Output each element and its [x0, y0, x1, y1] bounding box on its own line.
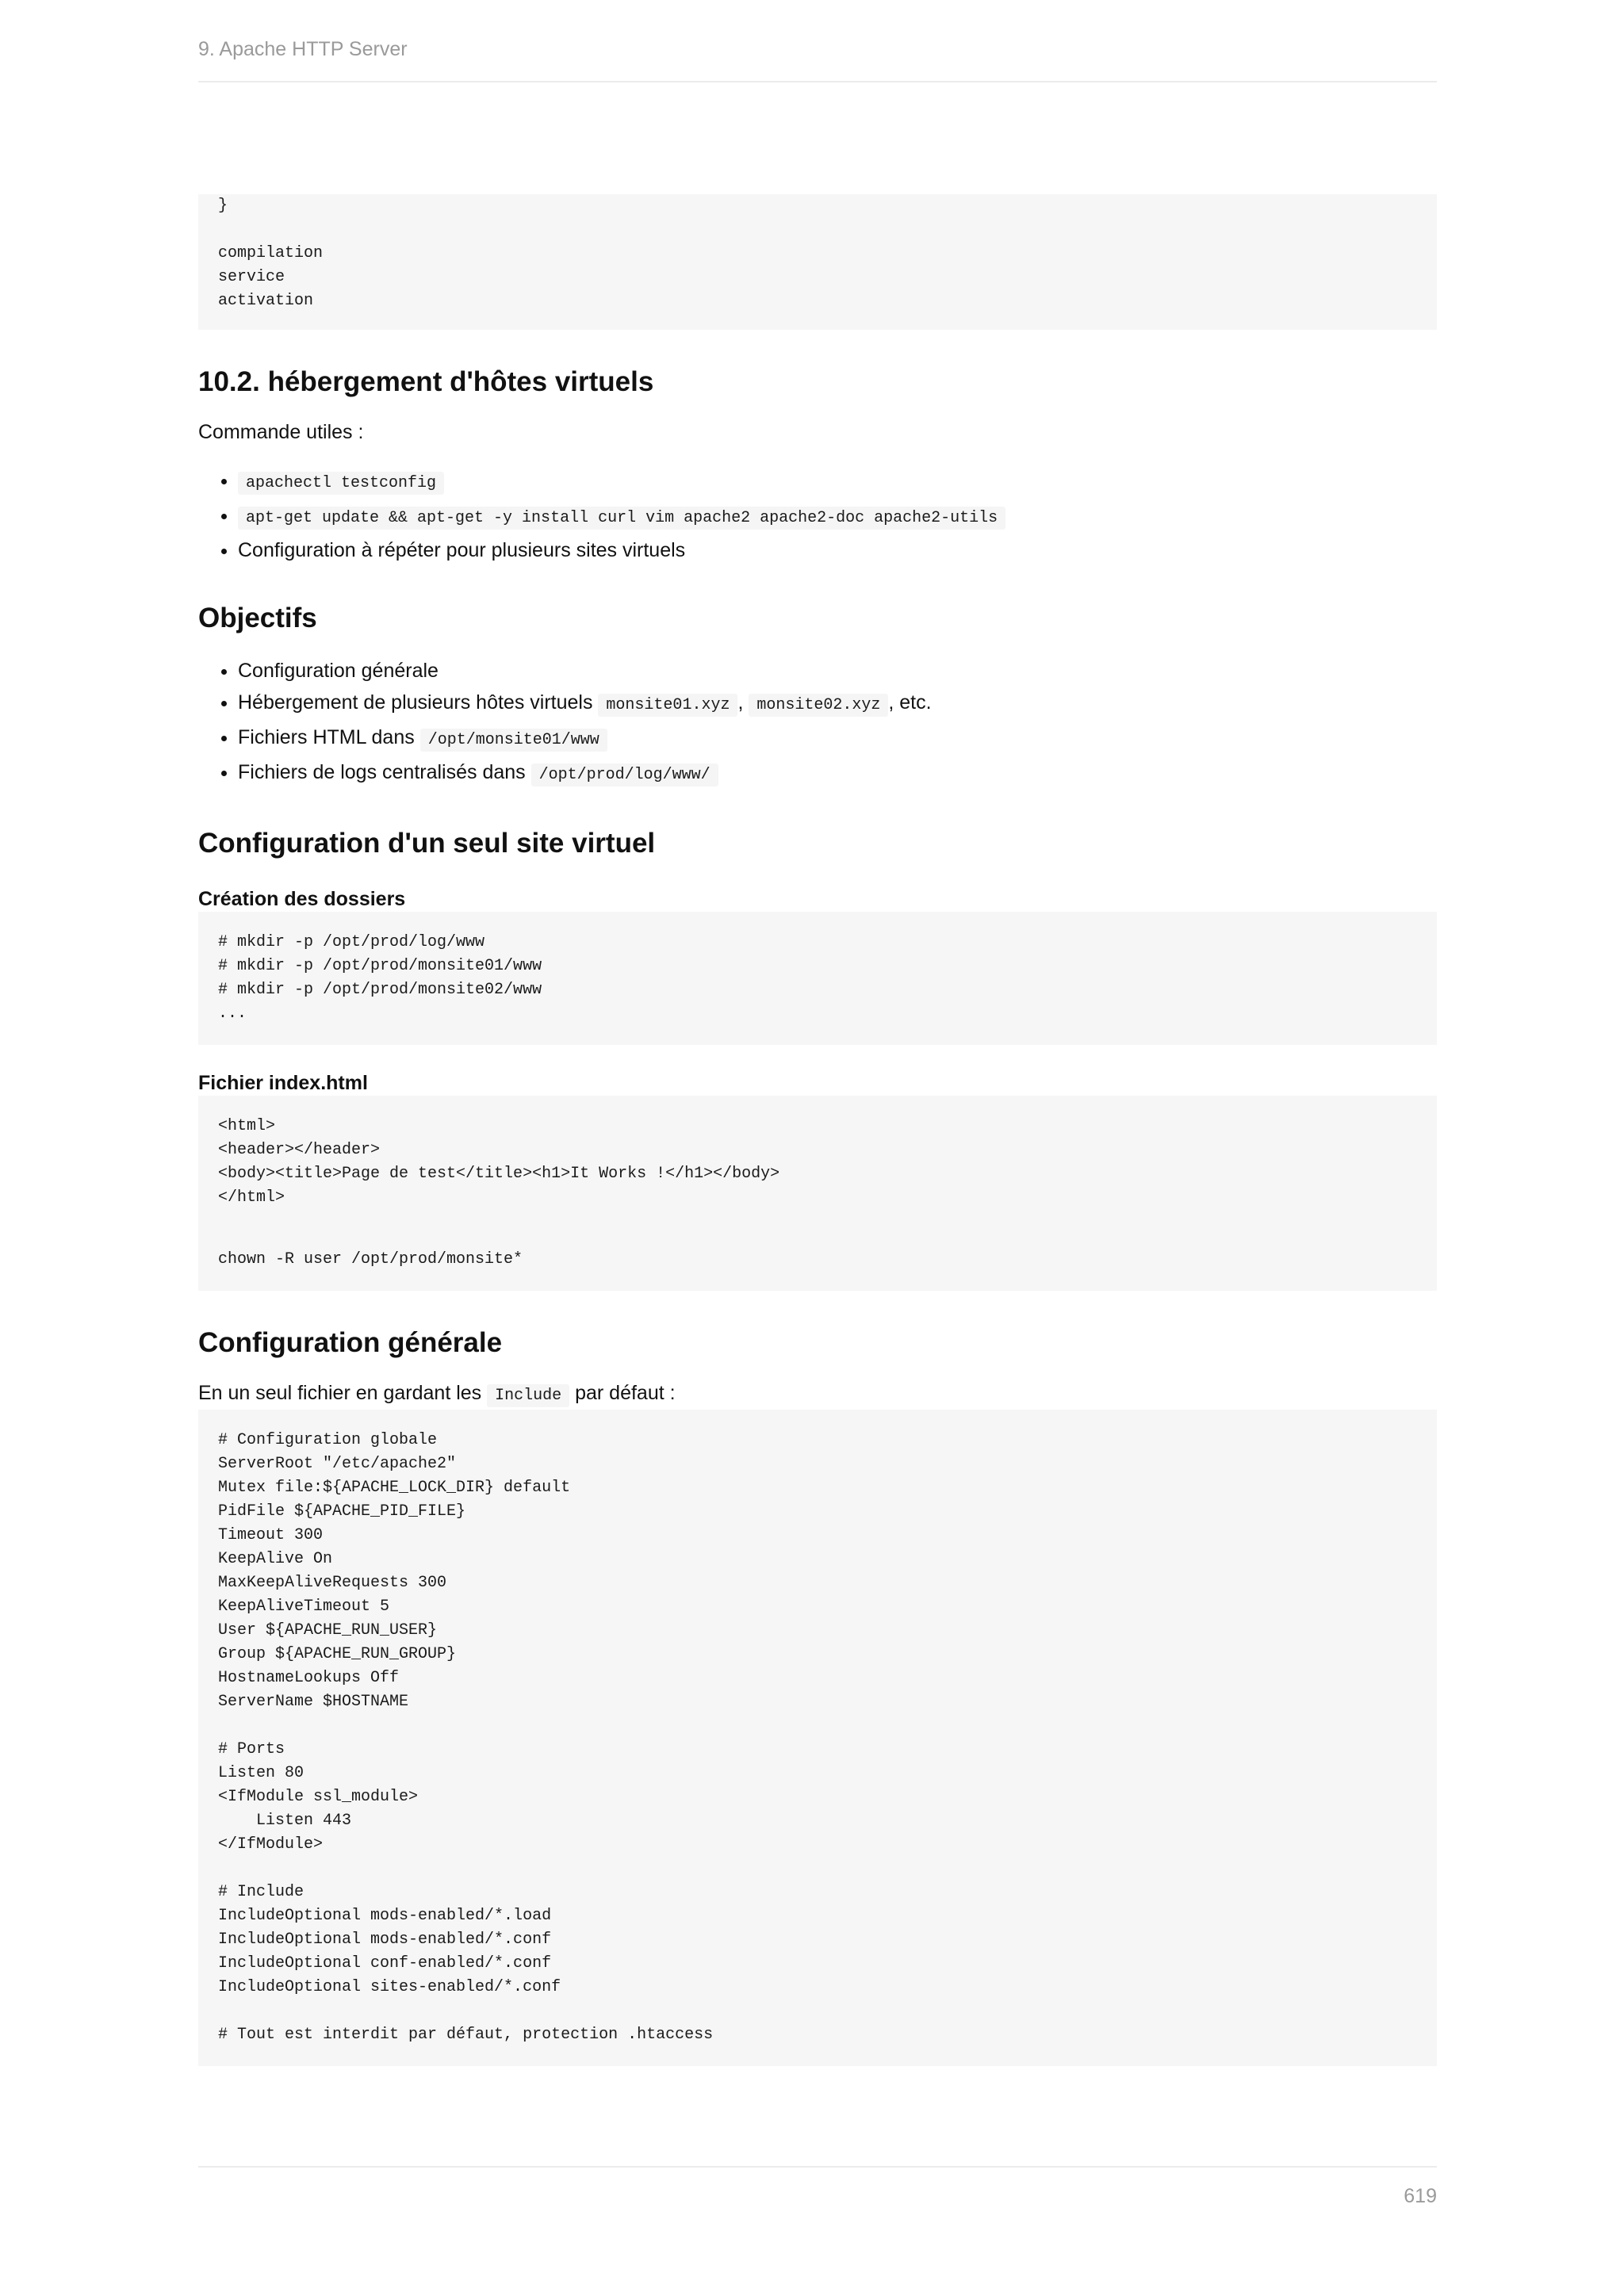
- header-divider: [198, 81, 1437, 82]
- list-item: [238, 499, 1437, 534]
- list-item: [238, 687, 1437, 721]
- running-header: 9. Apache HTTP Server: [198, 38, 408, 60]
- code-block-apache-config: # Configuration globale ServerRoot "/etc/apache2" Mutex file:${APACHE_LOCK_DIR} default PidFile ${APACHE_PID_FILE} Timeout 300 KeepAlive On MaxKeepAliveRequests 300 KeepAliveTimeout 5 User ${APACHE_RUN_USER} Group ${APACHE_RUN_GROUP} HostnameLookups Off ServerName $HOSTNAME # Ports Listen 80 <IfModule ssl_module> Listen 443 </IfModule> # Include IncludeOptional mods-enabled/*.load IncludeOptional mods-enabled/*.conf IncludeOptional conf-enabled/*.conf IncludeOptional sites-enabled/*.conf # Tout est interdit par défaut, protection .htaccess: [198, 1410, 1437, 2066]
- list-item: • Configuration générale: [238, 655, 1437, 687]
- objectifs-list: [198, 655, 1437, 791]
- section-title-single-site: Configuration d'un seul site virtuel: [198, 828, 656, 859]
- footer-divider: [198, 2166, 1437, 2168]
- inline-code-log-path: /opt/prod/log/www/: [531, 763, 718, 786]
- list-item: [238, 756, 1437, 791]
- inline-code-monsite02: monsite02.xyz: [749, 694, 888, 717]
- list-item: [238, 465, 1437, 499]
- inline-code-testconfig: apachectl testconfig: [238, 472, 444, 495]
- code-block-continuation: } compilation service activation: [198, 194, 1437, 330]
- useful-commands-list: [198, 465, 1437, 566]
- subheading-index-file: Fichier index.html: [198, 1072, 368, 1094]
- page-content: [198, 194, 1437, 2066]
- inline-code-html-path: /opt/monsite01/www: [420, 729, 607, 752]
- inline-code-apt-install: apt-get update && apt-get -y install curl vim apache2 apache2-doc apache2-utils: [238, 507, 1005, 530]
- subheading-create-dirs: Création des dossiers: [198, 888, 406, 910]
- list-item-text: Fichiers HTML dans: [238, 726, 415, 748]
- inline-code-monsite01: monsite01.xyz: [598, 694, 737, 717]
- intro-text: En un seul fichier en gardant les: [198, 1382, 482, 1404]
- general-config-intro: [198, 1380, 1437, 1410]
- inline-code-include: Include: [487, 1384, 569, 1407]
- code-block-chown: chown -R user /opt/prod/monsite*: [198, 1229, 1437, 1291]
- list-item: [238, 721, 1437, 756]
- list-item-text-end: , etc.: [888, 691, 932, 714]
- list-item: • Configuration à répéter pour plusieurs sites virtuels: [238, 534, 1437, 566]
- list-item-separator: ,: [737, 691, 744, 714]
- section-title-virtual-hosts: 10.2. hébergement d'hôtes virtuels: [198, 366, 654, 397]
- intro-text-end: par défaut :: [575, 1382, 676, 1404]
- section-title-general-config: Configuration générale: [198, 1327, 503, 1358]
- section-title-objectifs: Objectifs: [198, 603, 317, 633]
- code-block-mkdir: # mkdir -p /opt/prod/log/www # mkdir -p /opt/prod/monsite01/www # mkdir -p /opt/prod/monsite02/www ...: [198, 912, 1437, 1045]
- list-item-text: Fichiers de logs centralisés dans: [238, 761, 526, 783]
- page-number: 619: [1404, 2185, 1437, 2207]
- useful-commands-intro: Commande utiles :: [198, 421, 364, 443]
- code-block-index-html: <html> <header></header> <body><title>Page de test</title><h1>It Works !</h1></body> </html>: [198, 1096, 1437, 1229]
- list-item-text: Hébergement de plusieurs hôtes virtuels: [238, 691, 593, 714]
